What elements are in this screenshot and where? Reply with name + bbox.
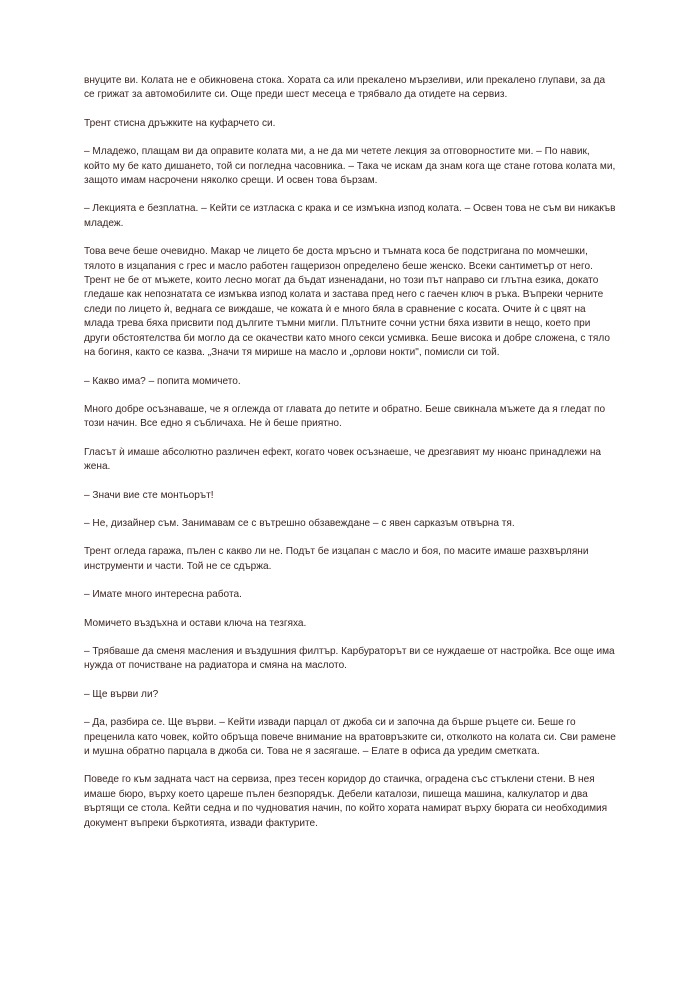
paragraph: – Ще върви ли? (84, 688, 159, 700)
paragraph: – Какво има? – попита момичето. (84, 375, 241, 387)
paragraph: – Трябваше да сменя масления и въздушния филтър. Карбураторът ви се нуждаеше от настройка. Все още има нужда от почистване на радиатора и смяна на маслото. (84, 645, 615, 672)
paragraph: – Да, разбира се. Ще върви. – Кейти извади парцал от джоба си и започна да бърше ръцете си. Беше го преценила като човек, който обръща повече внимание на вратовръзките си, отколкото на колата си. Сви рамене и мушна обратно парцала в джоба си. Това не я засягаше. – Елате в офиса да уредим сметката. (84, 717, 616, 757)
paragraph: – Младежо, плащам ви да оправите колата ми, а не да ми четете лекция за отговорностите ми. – По навик, който му бе като дишането, той си погледна часовника. – Така че искам да знам кога ще стане готова колата ми, защото имам насрочени няколко срещи. И освен това бързам. (84, 146, 616, 187)
paragraph: – Лекцията е безплатна. – Кейти се изтласка с крака и се измъкна изпод колата. – Освен това не съм ви никакъв младеж. (84, 203, 616, 229)
paragraph: Много добре осъзнаваше, че я оглежда от главата до петите и обратно. Беше свикнала мъжете да я гледат по този начин. Все едно я събличаха. Не ѝ беше приятно. (84, 403, 606, 430)
paragraph: Трент стисна дръжките на куфарчето си. (84, 117, 276, 129)
paragraph: Момичето въздъхна и остави ключа на тезгяха. (84, 617, 307, 629)
paragraph: – Значи вие сте монтьорът! (84, 489, 214, 501)
paragraph: внуците ви. Колата не е обикновена стока. Хората са или прекалено мързеливи, или прекалено глупави, за да се грижат за автомобилите си. Още преди шест месеца е трябвало да отидете на сервиз. (84, 75, 606, 101)
paragraph: – Не, дизайнер съм. Занимавам се с вътрешно обзавеждане – с явен сарказъм отвърна тя. (84, 517, 515, 529)
paragraph: Трент огледа гаража, пълен с какво ли не. Подът бе изцапан с масло и боя, по масите имаше разхвърляни инструменти и части. Той не се сдържа. (84, 546, 589, 572)
paragraph: – Имате много интересна работа. (84, 589, 242, 601)
paragraph: Гласът ѝ имаше абсолютно различен ефект, когато човек осъзнаеше, че дрезгавият му нюанс принадлежи на жена. (84, 446, 602, 473)
document-page (84, 74, 616, 845)
paragraph: Това вече беше очевидно. Макар че лицето бе доста мръсно и тъмната коса бе подстригана по момчешки, тялото в изцапания с грес и масло работен гащеризон определено беше женско. Всеки сантиметър от него. Трент не бе от мъжете, които лесно могат да бъдат изненадани, но този път направо си глътна езика, докато гледаше как непознатата се измъква изпод колата и застава пред него с гаечен ключ в ръка. Въпреки черните следи по лицето ѝ, веднага се виждаше, че кожата ѝ е много бяла в сравнение с косата. Очите ѝ с цвят на млада трева бяха присвити под дългите тъмни мигли. Плътните сочни устни бяха извити в нещо, което при други обстоятелства би могло да се окачестви като много секси усмивка. Беше висока и добре сложена, с тяло на богиня, както се казва. „Значи тя мирише на масло и „орлови нокти", помисли си той. (84, 246, 610, 359)
paragraph: Поведе го към задната част на сервиза, през тесен коридор до стаичка, оградена със стъклени стени. В нея имаше бюро, върху което цареше пълен безпорядък. Дебели каталози, пишеща машина, калкулатор и два въртящи се стола. Кейти седна и по чудноватия начин, по който хората намират върху бюрата си необходимия документ въпреки бъркотията, извади фактурите. (84, 774, 608, 829)
